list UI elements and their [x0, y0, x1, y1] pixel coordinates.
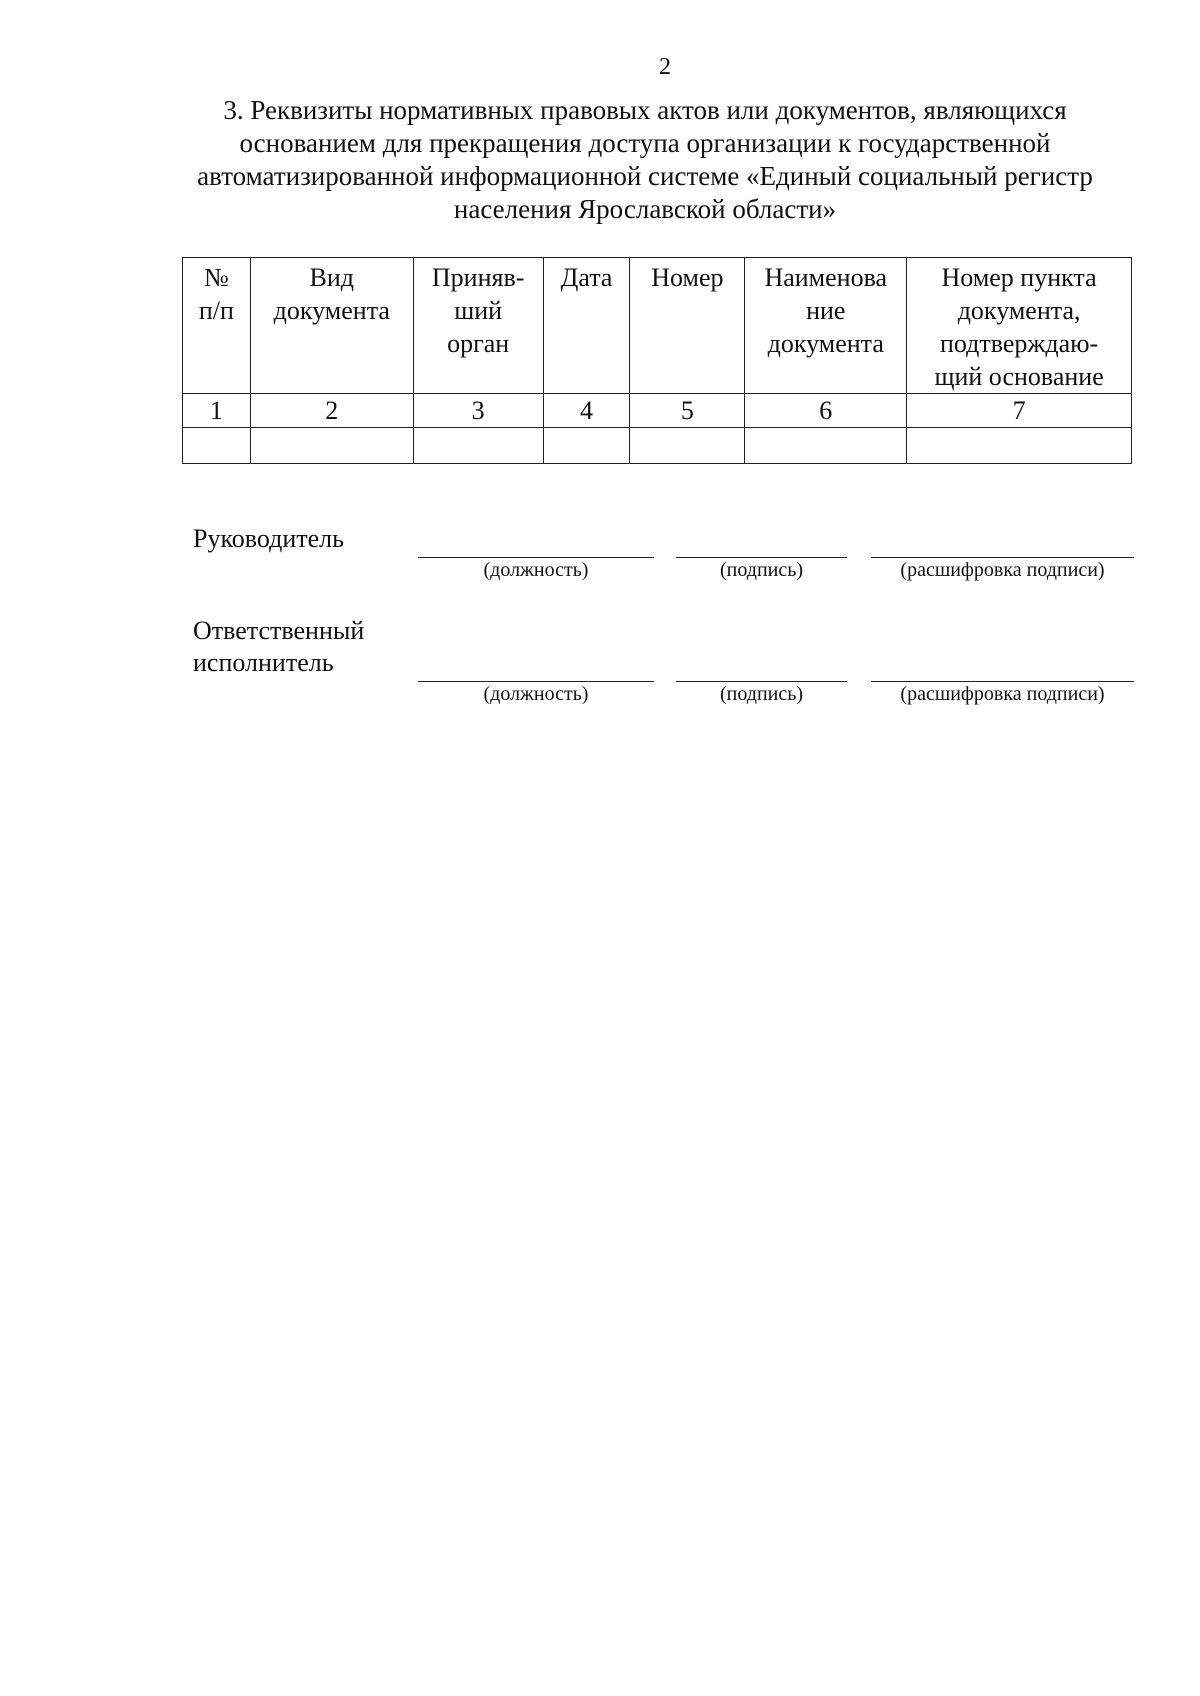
column-number: 4	[543, 394, 630, 428]
signature-line[interactable]	[676, 557, 847, 558]
heading-line: 3. Реквизиты нормативных правовых актов или документов, являющихся	[223, 95, 1067, 125]
position-caption: (должность)	[483, 683, 589, 705]
column-number: 7	[907, 394, 1132, 428]
signature-decoding-line[interactable]	[871, 557, 1134, 558]
position-line[interactable]	[418, 557, 654, 558]
header-cell-doc-type: Вид документа	[250, 258, 413, 394]
signature-line[interactable]	[676, 681, 847, 682]
signature-decoding-line[interactable]	[871, 681, 1134, 682]
table-cell[interactable]	[745, 428, 907, 464]
table-cell[interactable]	[630, 428, 745, 464]
table-row	[183, 428, 1132, 464]
header-cell-number: № п/п	[183, 258, 251, 394]
table-cell[interactable]	[907, 428, 1132, 464]
signature-decoding-caption: (расшифровка подписи)	[900, 683, 1105, 705]
header-cell-doc-name: Наименова ние документа	[745, 258, 907, 394]
requisites-table	[182, 257, 1132, 464]
position-caption: (должность)	[483, 559, 589, 581]
signature-caption: (подпись)	[719, 559, 804, 581]
section-heading	[180, 94, 1110, 226]
heading-line: населения Ярославской области»	[453, 194, 837, 224]
signature-caption: (подпись)	[719, 683, 804, 705]
column-number: 5	[630, 394, 745, 428]
head-label: Руководитель	[193, 524, 344, 553]
executor-label: Ответственный исполнитель	[193, 616, 365, 677]
table-cell[interactable]	[413, 428, 543, 464]
column-number: 6	[745, 394, 907, 428]
header-cell-clause: Номер пункта документа, подтверждаю- щий основание	[907, 258, 1132, 394]
table-cell[interactable]	[183, 428, 251, 464]
header-cell-issuing-body: Приняв- ший орган	[413, 258, 543, 394]
column-number: 2	[250, 394, 413, 428]
header-cell-date: Дата	[543, 258, 630, 394]
header-cell-doc-number: Номер	[630, 258, 745, 394]
heading-line: основанием для прекращения доступа организации к государственной	[239, 128, 1051, 158]
table-header-row	[183, 258, 1132, 394]
table-cell[interactable]	[543, 428, 630, 464]
heading-line: автоматизированной информационной системе «Единый социальный регистр	[197, 161, 1093, 191]
position-line[interactable]	[418, 681, 654, 682]
table-cell[interactable]	[250, 428, 413, 464]
column-number: 1	[183, 394, 251, 428]
signature-decoding-caption: (расшифровка подписи)	[900, 559, 1105, 581]
column-number-row	[183, 394, 1132, 428]
column-number: 3	[413, 394, 543, 428]
page-number: 2	[659, 54, 671, 80]
